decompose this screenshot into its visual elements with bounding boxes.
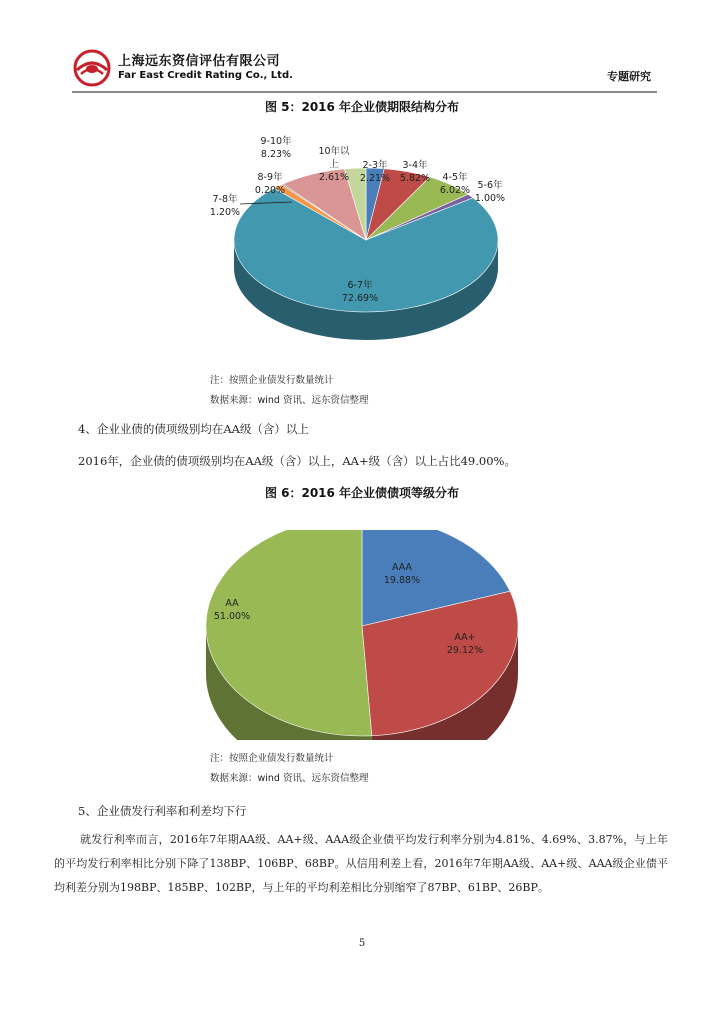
svg-text:4-5年: 4-5年	[442, 172, 468, 183]
figure6-title: 图 6：2016 年企业债债项等级分布	[264, 486, 460, 500]
svg-text:3-4年: 3-4年	[402, 160, 428, 171]
company-logo-icon	[72, 48, 112, 88]
svg-text:2-3年: 2-3年	[362, 160, 388, 171]
svg-text:19.88%: 19.88%	[383, 575, 421, 586]
figure5-title: 图 5：2016 年企业债期限结构分布	[264, 100, 460, 114]
svg-text:AA+: AA+	[454, 632, 476, 643]
page-header	[72, 44, 657, 94]
figure6-pie-chart	[0, 530, 724, 740]
svg-text:7-8年: 7-8年	[212, 194, 238, 205]
svg-text:0.20%: 0.20%	[254, 185, 286, 196]
svg-text:8.23%: 8.23%	[260, 149, 292, 160]
svg-text:AA: AA	[225, 598, 239, 609]
item5-heading: 5、企业债发行利率和利差均下行	[78, 804, 247, 818]
fig5-label-6	[255, 171, 285, 196]
figure5-pie-chart	[0, 120, 724, 370]
svg-text:8-9年: 8-9年	[257, 172, 283, 183]
svg-text:5-6年: 5-6年	[477, 180, 503, 191]
fig5-label-8	[318, 145, 350, 183]
figure6-source: 数据来源：wind 资讯、远东资信整理	[210, 773, 369, 784]
fig5-label-3	[475, 179, 505, 204]
svg-text:5.82%: 5.82%	[399, 173, 431, 184]
figure6-note: 注：按照企业债发行数量统计	[210, 753, 334, 764]
figure5-note: 注：按照企业债发行数量统计	[210, 375, 334, 386]
svg-text:51.00%: 51.00%	[213, 611, 251, 622]
company-name-en: Far East Credit Rating Co., Ltd.	[118, 70, 293, 81]
fig5-label-7	[260, 135, 292, 160]
company-name-cn: 上海远东资信评估有限公司	[118, 54, 281, 69]
header-divider	[72, 91, 657, 93]
svg-text:1.20%: 1.20%	[209, 207, 241, 218]
item4-heading: 4、企业业债的债项级别均在AA级（含）以上	[78, 422, 309, 436]
svg-text:9-10年: 9-10年	[260, 136, 292, 147]
page-number: 5	[358, 938, 366, 949]
svg-text:AAA: AAA	[391, 562, 413, 573]
svg-text:29.12%: 29.12%	[446, 645, 484, 656]
section-label: 专题研究	[607, 70, 651, 83]
svg-text:6-7年: 6-7年	[347, 280, 373, 291]
svg-text:6.02%: 6.02%	[439, 185, 471, 196]
svg-text:2.21%: 2.21%	[359, 173, 391, 184]
figure5-source: 数据来源：wind 资讯、远东资信整理	[210, 395, 369, 406]
item5-text: 就发行利率而言，2016年7年期AA级、AA+级、AAA级企业债平均发行利率分别为4.81%、4.69%、3.87%，与上年的平均发行利率相比分别下降了138BP、106BP、68BP。从信用利差上看，2016年7年期AA级、AA+级、AAA级企业债平均利差分别为198BP、185BP、102BP，与上年的平均利差相比分别缩窄了87BP、61BP、26BP。	[54, 833, 668, 894]
item4-text: 2016年，企业债的债项级别均在AA级（含）以上，AA+级（含）以上占比49.00%。	[78, 454, 516, 468]
svg-text:1.00%: 1.00%	[474, 193, 506, 204]
svg-text:72.69%: 72.69%	[341, 293, 379, 304]
svg-text:10年以: 10年以	[318, 146, 350, 157]
svg-text:上: 上	[329, 159, 339, 170]
svg-text:2.61%: 2.61%	[318, 172, 350, 183]
